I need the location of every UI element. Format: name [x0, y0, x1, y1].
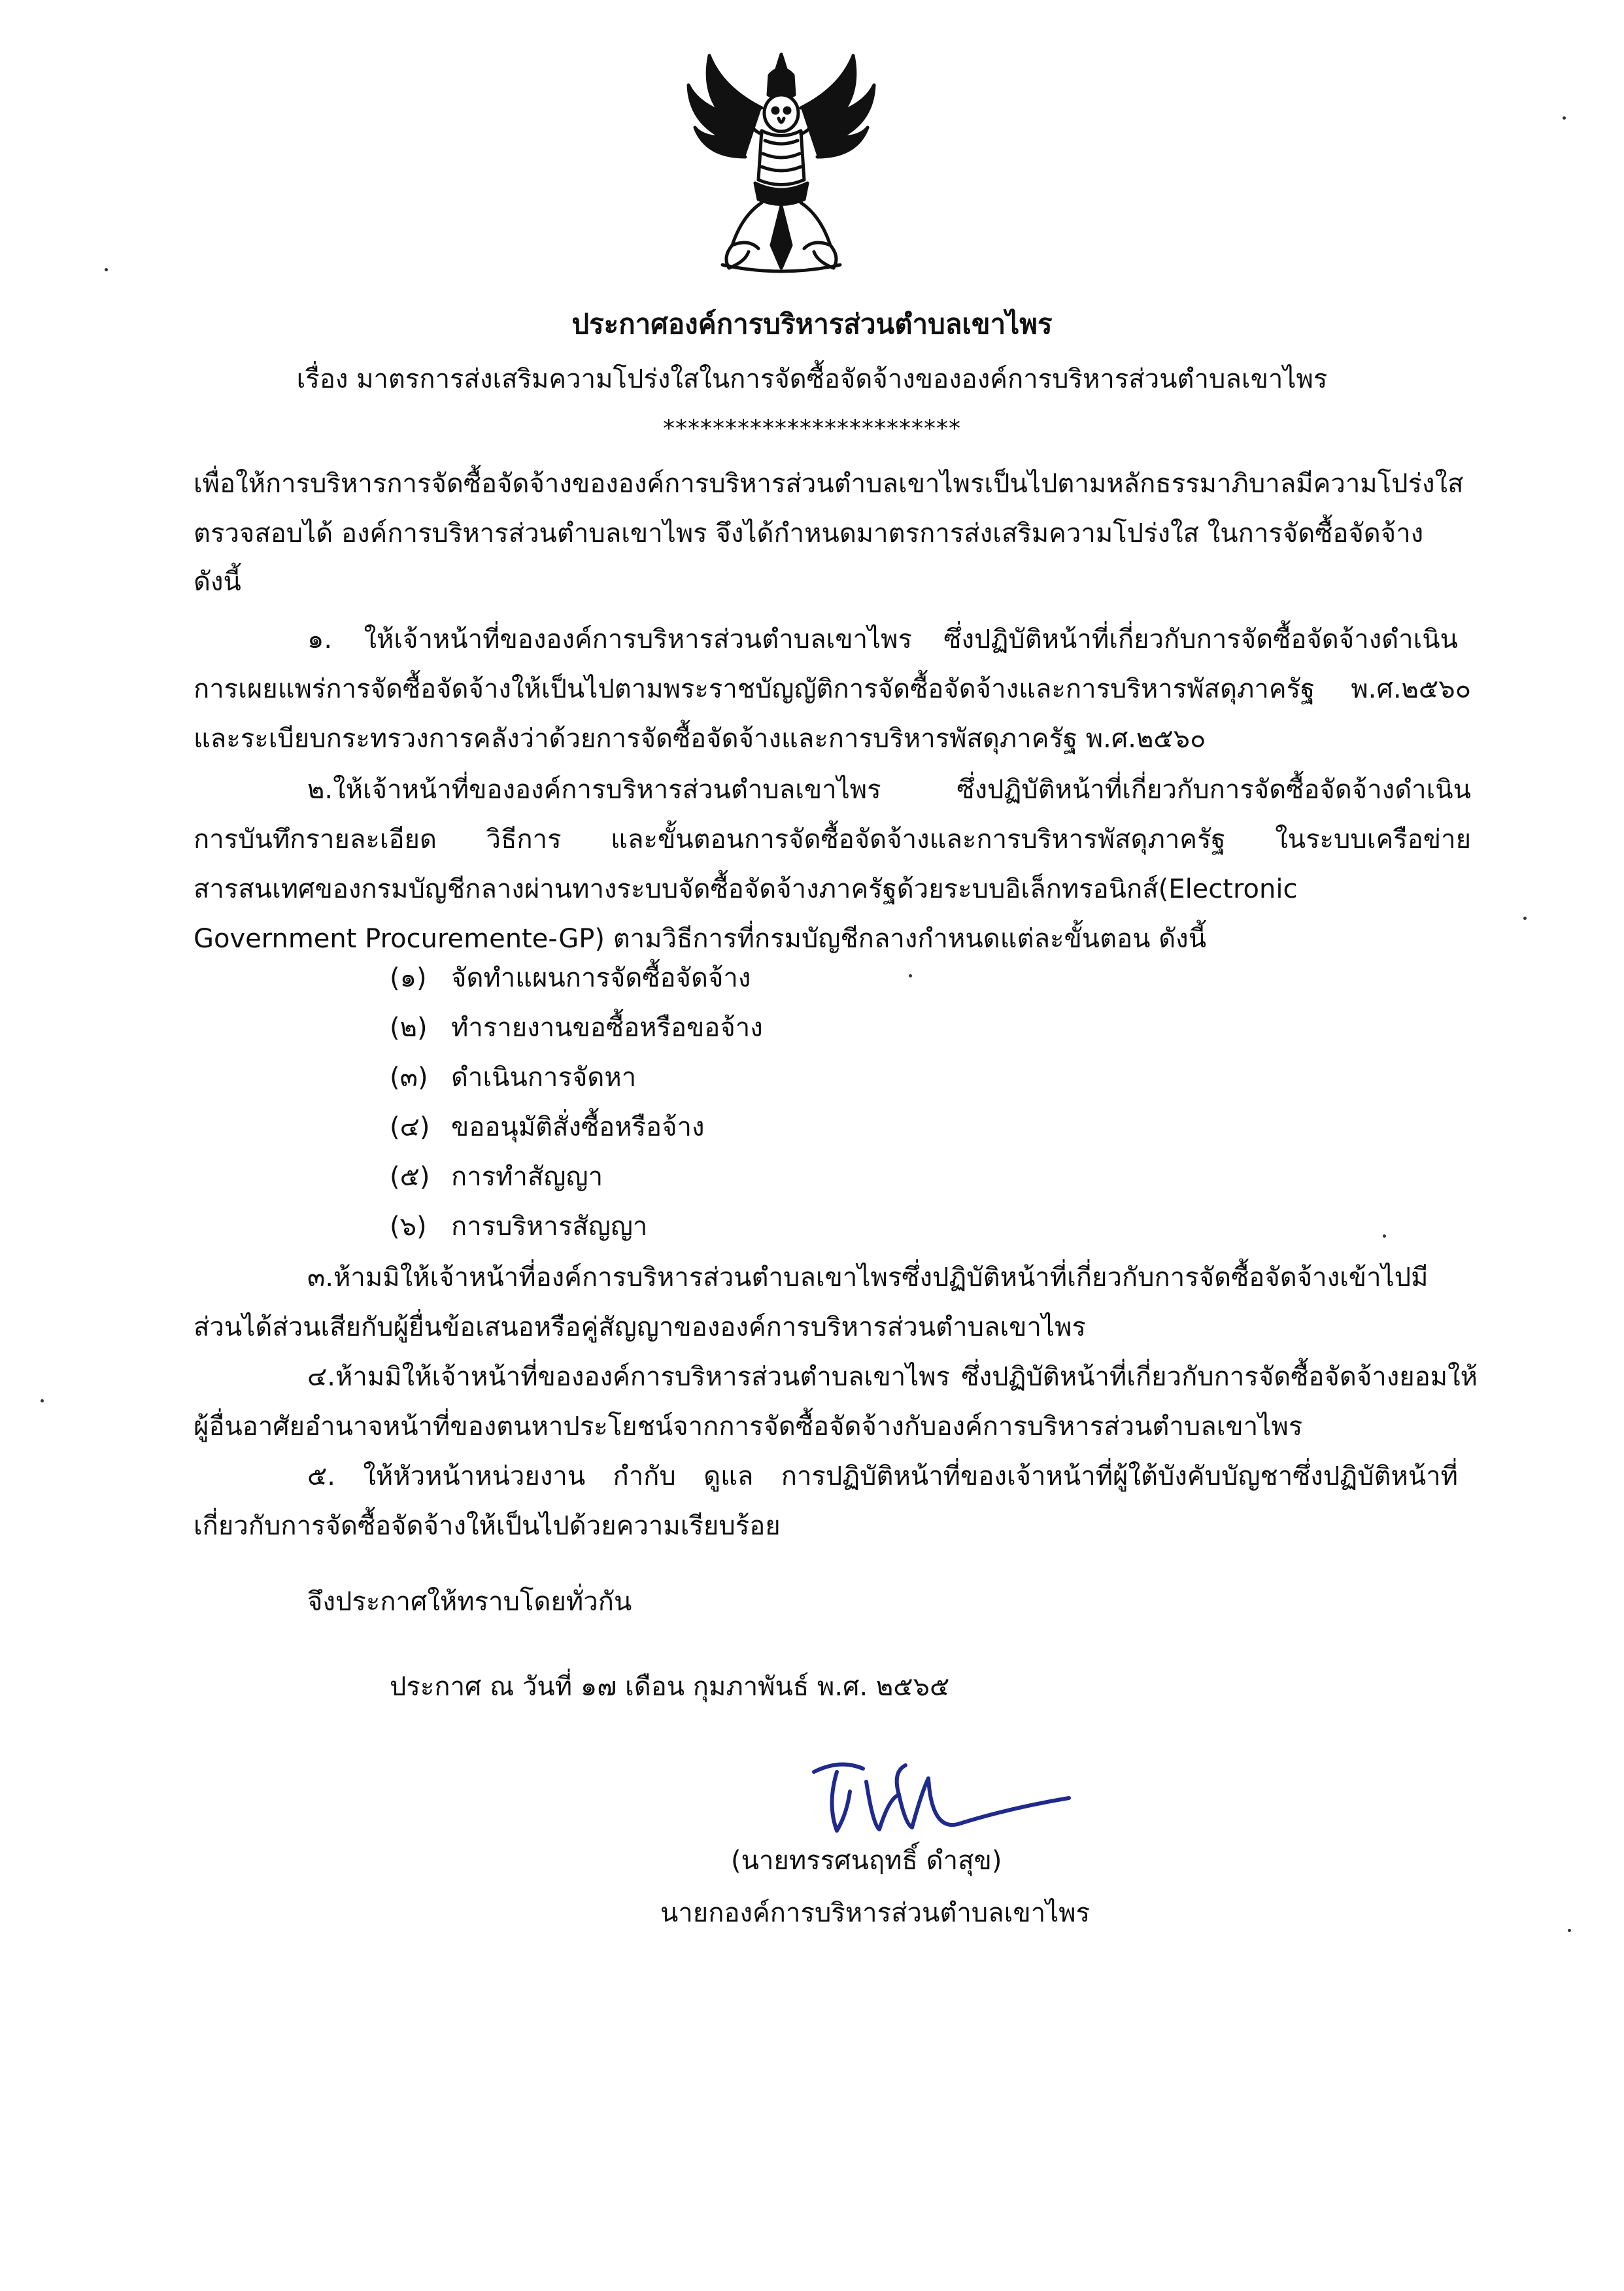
step-text: ขออนุมัติสั่งซื้อหรือจ้าง — [451, 1112, 705, 1142]
step-number: (๖) — [390, 1212, 427, 1242]
step-number: (๒) — [390, 1013, 428, 1043]
clause-4-line: ๔.ห้ามมิให้เจ้าหน้าที่ขององค์การบริหารส่วนตำบลเขาไพร ซึ่งปฏิบัติหน้าที่เกี่ยวกับการจัดซื้อจัดจ้างยอมให้ — [307, 1362, 1478, 1392]
step-number: (๔) — [390, 1112, 430, 1142]
signatory-name: (นายทรรศนฤทธิ์ ดำสุข) — [731, 1846, 1002, 1876]
clause-3-line: ๓.ห้ามมิให้เจ้าหน้าที่องค์การบริหารส่วนตำบลเขาไพรซึ่งปฏิบัติหน้าที่เกี่ยวกับการจัดซื้อจัดจ้างเข้าไปมี — [307, 1263, 1429, 1293]
intro-line: ดังนี้ — [194, 567, 241, 597]
document-subject: เรื่อง มาตรการส่งเสริมความโปร่งใสในการจัดซื้อจัดจ้างขององค์การบริหารส่วนตำบลเขาไพร — [296, 364, 1328, 394]
step-text: จัดทำแผนการจัดซื้อจัดจ้าง — [451, 963, 751, 993]
step-number: (๕) — [390, 1162, 430, 1192]
clause-5-line: ๕. ให้หัวหน้าหน่วยงาน กำกับ ดูแล การปฏิบัติหน้าที่ของเจ้าหน้าที่ผู้ใต้บังคับบัญชาซึ่งปฏิบัติหน้าที่ — [307, 1461, 1458, 1491]
announcement-date: ประกาศ ณ วันที่ ๑๗ เดือน กุมภาพันธ์ พ.ศ. ๒๕๖๕ — [390, 1672, 950, 1702]
announcement-line: จึงประกาศให้ทราบโดยทั่วกัน — [307, 1587, 632, 1617]
step-text: ดำเนินการจัดหา — [451, 1062, 637, 1093]
separator-line: ************************ — [663, 415, 961, 442]
clause-5-line: เกี่ยวกับการจัดซื้อจัดจ้างให้เป็นไปด้วยความเรียบร้อย — [194, 1511, 781, 1541]
scan-speck — [1568, 1929, 1571, 1932]
clause-2-line: สารสนเทศของกรมบัญชีกลางผ่านทางระบบจัดซื้อจัดจ้างภาครัฐด้วยระบบอิเล็กทรอนิกส์(Electronic — [194, 874, 1298, 904]
clause-3-line: ส่วนได้ส่วนเสียกับผู้ยื่นข้อเสนอหรือคู่สัญญาขององค์การบริหารส่วนตำบลเขาไพร — [194, 1312, 1086, 1342]
step-text: การบริหารสัญญา — [451, 1212, 648, 1242]
scan-speck — [909, 974, 912, 977]
scan-speck — [1383, 1234, 1386, 1238]
handwritten-signature — [801, 1752, 1075, 1850]
scan-speck — [105, 268, 108, 271]
step-text: ทำรายงานขอซื้อหรือขอจ้าง — [451, 1013, 763, 1043]
scan-speck — [1523, 917, 1527, 920]
step-number: (๓) — [390, 1062, 428, 1093]
document-title: ประกาศองค์การบริหารส่วนตำบลเขาไพร — [571, 308, 1053, 340]
intro-line: เพื่อให้การบริหารการจัดซื้อจัดจ้างขององค์การบริหารส่วนตำบลเขาไพรเป็นไปตามหลักธรรมาภิบาลมีความโปร่งใส — [194, 469, 1464, 499]
clause-2-line: การบันทึกรายละเอียด วิธีการ และขั้นตอนการจัดซื้อจัดจ้างและการบริหารพัสดุภาครัฐ ในระบบเครือข่าย — [194, 824, 1471, 855]
clause-2-line: ๒.ให้เจ้าหน้าที่ขององค์การบริหารส่วนตำบลเขาไพร ซึ่งปฏิบัติหน้าที่เกี่ยวกับการจัดซื้อจัดจ้างดำเนิน — [307, 775, 1471, 805]
scan-speck — [1563, 116, 1566, 120]
clause-4-line: ผู้อื่นอาศัยอำนาจหน้าที่ของตนหาประโยชน์จากการจัดซื้อจัดจ้างกับองค์การบริหารส่วนตำบลเขาไพร — [194, 1412, 1303, 1442]
clause-2-line: Government Procuremente-GP) ตามวิธีการที่กรมบัญชีกลางกำหนดแต่ละขั้นตอน ดังนี้ — [194, 924, 1207, 954]
garuda-emblem-icon — [683, 49, 879, 281]
step-number: (๑) — [390, 963, 427, 993]
signatory-position: นายกองค์การบริหารส่วนตำบลเขาไพร — [660, 1898, 1091, 1928]
clause-1-line: และระเบียบกระทรวงการคลังว่าด้วยการจัดซื้อจัดจ้างและการบริหารพัสดุภาครัฐ พ.ศ.๒๕๖๐ — [194, 724, 1206, 754]
clause-1-line: การเผยแพร่การจัดซื้อจัดจ้างให้เป็นไปตามพระราชบัญญัติการจัดซื้อจัดจ้างและการบริหารพัสดุภาครัฐ พ.ศ.๒๕๖๐ — [194, 674, 1471, 704]
clause-1-line: ๑. ให้เจ้าหน้าที่ขององค์การบริหารส่วนตำบลเขาไพร ซึ่งปฏิบัติหน้าที่เกี่ยวกับการจัดซื้อจัดจ้างดำเนิน — [307, 624, 1458, 654]
intro-line: ตรวจสอบได้ องค์การบริหารส่วนตำบลเขาไพร จึงได้กำหนดมาตรการส่งเสริมความโปร่งใส ในการจัดซื้อจัดจ้าง — [194, 518, 1424, 549]
scan-speck — [41, 1399, 44, 1402]
step-text: การทำสัญญา — [451, 1162, 603, 1192]
